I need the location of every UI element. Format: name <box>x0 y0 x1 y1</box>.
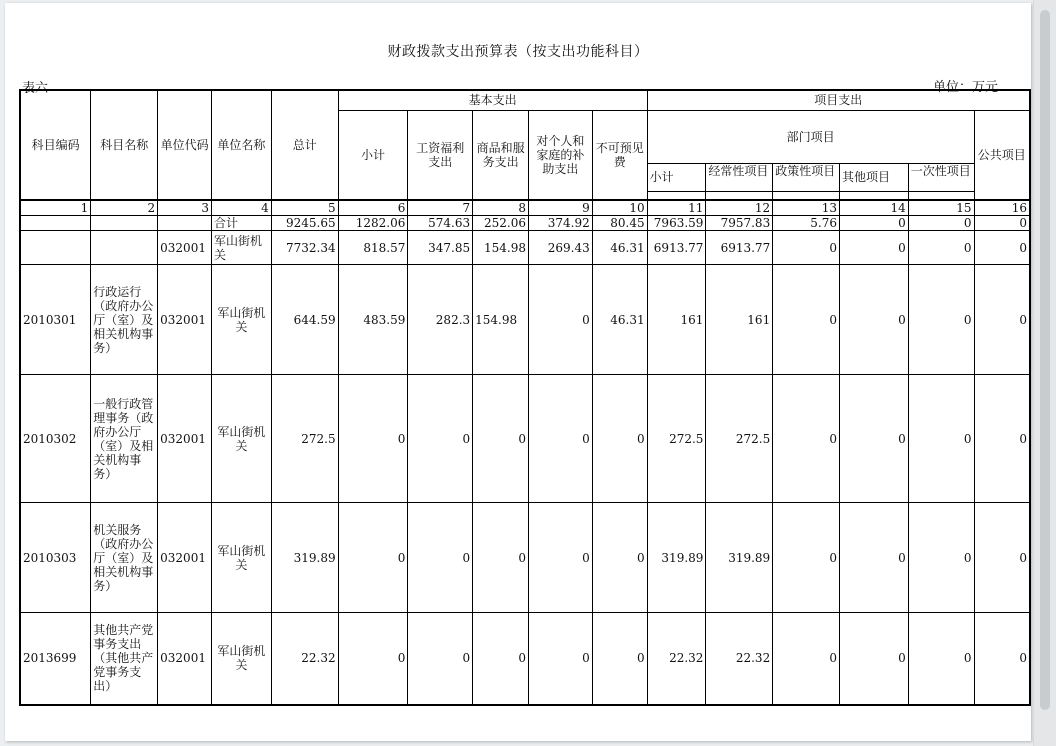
row-value: 0 <box>908 265 974 375</box>
column-number: 8 <box>473 200 529 216</box>
row-subject-name <box>91 216 158 231</box>
header-total: 总计 <box>271 90 338 200</box>
row-value: 272.5 <box>271 375 338 503</box>
table-row <box>20 231 1030 265</box>
table-number-label: 表六 <box>22 81 49 96</box>
column-number: 10 <box>592 200 647 216</box>
row-subject-name: 行政运行（政府办公厅（室）及相关机构事务） <box>91 265 158 375</box>
row-unit-code: 032001 <box>158 375 212 503</box>
row-value: 0 <box>908 613 974 705</box>
row-value: 574.63 <box>408 216 473 231</box>
document-page <box>5 3 1031 741</box>
row-value: 0 <box>473 375 529 503</box>
row-unit-name: 军山街机关 <box>212 375 272 503</box>
row-value: 0 <box>974 231 1030 265</box>
header-one-time-projects: 一次性项目 <box>908 163 974 191</box>
row-value: 282.3 <box>408 265 473 375</box>
header-unit-code: 单位代码 <box>158 90 212 200</box>
row-value: 319.89 <box>706 503 773 613</box>
row-value: 9245.65 <box>271 216 338 231</box>
column-number: 3 <box>158 200 212 216</box>
row-value: 0 <box>338 613 408 705</box>
row-value: 0 <box>592 613 647 705</box>
row-value: 0 <box>908 216 974 231</box>
row-subject-code: 2010302 <box>20 375 91 503</box>
row-subject-code <box>20 231 91 265</box>
row-value: 0 <box>592 503 647 613</box>
table-row-total <box>20 216 1030 231</box>
row-value: 6913.77 <box>647 231 706 265</box>
column-number: 15 <box>908 200 974 216</box>
column-number: 2 <box>91 200 158 216</box>
row-value: 154.98 <box>473 265 529 375</box>
row-value: 0 <box>908 231 974 265</box>
row-value: 0 <box>773 613 840 705</box>
row-value: 252.06 <box>473 216 529 231</box>
row-value: 0 <box>974 265 1030 375</box>
row-value: 0 <box>473 503 529 613</box>
row-unit-name: 军山街机关 <box>212 265 272 375</box>
row-unit-code: 032001 <box>158 503 212 613</box>
vertical-scrollbar[interactable] <box>1033 0 1056 746</box>
header-department-projects: 部门项目 <box>647 110 974 163</box>
row-value: 0 <box>408 613 473 705</box>
row-value: 319.89 <box>271 503 338 613</box>
unit-label: 单位：万元 <box>933 80 999 95</box>
row-value: 0 <box>473 613 529 705</box>
row-value: 272.5 <box>647 375 706 503</box>
row-value: 7963.59 <box>647 216 706 231</box>
row-value: 154.98 <box>473 231 529 265</box>
row-value: 22.32 <box>647 613 706 705</box>
row-value: 483.59 <box>338 265 408 375</box>
scrollbar-thumb[interactable] <box>1040 10 1050 710</box>
row-unit-name: 军山街机关 <box>212 613 272 705</box>
row-unit-name: 军山街机关 <box>212 503 272 613</box>
row-value: 161 <box>647 265 706 375</box>
header-project-expenditure: 项目支出 <box>647 90 1030 110</box>
page-title: 财政拨款支出预算表（按支出功能科目） <box>387 44 649 60</box>
row-value: 0 <box>408 375 473 503</box>
row-unit-code: 032001 <box>158 231 212 265</box>
row-unit-name: 合计 <box>212 216 272 231</box>
row-value: 80.45 <box>592 216 647 231</box>
row-subject-name: 其他共产党事务支出（其他共产党事务支出） <box>91 613 158 705</box>
row-subject-code <box>20 216 91 231</box>
row-value: 0 <box>528 503 592 613</box>
column-number: 7 <box>408 200 473 216</box>
table-row <box>20 265 1030 375</box>
row-value: 0 <box>773 503 840 613</box>
row-subject-name: 一般行政管理事务（政府办公厅（室）及相关机构事务） <box>91 375 158 503</box>
row-value: 6913.77 <box>706 231 773 265</box>
column-number: 9 <box>528 200 592 216</box>
column-number: 11 <box>647 200 706 216</box>
row-subject-name <box>91 231 158 265</box>
table-row <box>20 613 1030 705</box>
row-value: 0 <box>974 503 1030 613</box>
row-value: 818.57 <box>338 231 408 265</box>
column-number: 16 <box>974 200 1030 216</box>
header-subject-code: 科目编码 <box>20 90 91 200</box>
row-value: 272.5 <box>706 375 773 503</box>
row-subject-code: 2010303 <box>20 503 91 613</box>
header-individual-family: 对个人和家庭的补助支出 <box>528 110 592 200</box>
budget-table <box>19 89 1031 706</box>
row-unit-code: 032001 <box>158 265 212 375</box>
header-unit-name: 单位名称 <box>212 90 272 200</box>
row-value: 7957.83 <box>706 216 773 231</box>
row-value: 0 <box>839 375 908 503</box>
header-recurring-projects: 经常性项目 <box>706 163 773 191</box>
row-subject-code: 2013699 <box>20 613 91 705</box>
row-value: 0 <box>839 231 908 265</box>
header-basic-subtotal: 小计 <box>338 110 408 200</box>
row-subject-code: 2010301 <box>20 265 91 375</box>
row-value: 1282.06 <box>338 216 408 231</box>
row-value: 5.76 <box>773 216 840 231</box>
column-number: 1 <box>20 200 91 216</box>
row-value: 0 <box>908 375 974 503</box>
row-value: 374.92 <box>528 216 592 231</box>
row-value: 0 <box>528 265 592 375</box>
column-number: 6 <box>338 200 408 216</box>
header-public-projects: 公共项目 <box>974 110 1030 200</box>
header-dept-subtotal: 小计 <box>647 163 706 191</box>
column-number: 13 <box>773 200 840 216</box>
row-value: 0 <box>839 216 908 231</box>
column-number: 5 <box>271 200 338 216</box>
row-value: 0 <box>908 503 974 613</box>
header-goods-services: 商品和服务支出 <box>473 110 529 200</box>
header-other-projects: 其他项目 <box>839 163 908 191</box>
row-value: 0 <box>773 231 840 265</box>
row-value: 0 <box>408 503 473 613</box>
row-value: 46.31 <box>592 265 647 375</box>
row-unit-code: 032001 <box>158 613 212 705</box>
row-value: 0 <box>592 375 647 503</box>
column-number: 4 <box>212 200 272 216</box>
table-row <box>20 375 1030 503</box>
row-value: 0 <box>839 613 908 705</box>
row-value: 0 <box>974 613 1030 705</box>
header-contingency: 不可预见费 <box>592 110 647 200</box>
row-value: 0 <box>839 503 908 613</box>
row-value: 46.31 <box>592 231 647 265</box>
row-subject-name: 机关服务（政府办公厅（室）及相关机构事务） <box>91 503 158 613</box>
row-value: 0 <box>338 503 408 613</box>
row-value: 269.43 <box>528 231 592 265</box>
row-unit-name: 军山街机关 <box>212 231 272 265</box>
header-subject-name: 科目名称 <box>91 90 158 200</box>
row-value: 0 <box>338 375 408 503</box>
column-number: 12 <box>706 200 773 216</box>
row-value: 319.89 <box>647 503 706 613</box>
row-value: 0 <box>773 375 840 503</box>
row-value: 22.32 <box>706 613 773 705</box>
row-value: 0 <box>974 375 1030 503</box>
header-salary-welfare: 工资福利支出 <box>408 110 473 200</box>
row-value: 22.32 <box>271 613 338 705</box>
header-row-1 <box>20 90 1030 110</box>
row-value: 7732.34 <box>271 231 338 265</box>
row-value: 644.59 <box>271 265 338 375</box>
table-row <box>20 503 1030 613</box>
row-value: 347.85 <box>408 231 473 265</box>
row-value: 161 <box>706 265 773 375</box>
row-value: 0 <box>773 265 840 375</box>
row-value: 0 <box>974 216 1030 231</box>
row-unit-code <box>158 216 212 231</box>
column-number: 14 <box>839 200 908 216</box>
row-value: 0 <box>839 265 908 375</box>
row-value: 0 <box>528 375 592 503</box>
header-basic-expenditure: 基本支出 <box>338 90 647 110</box>
column-number-row <box>20 200 1030 216</box>
row-value: 0 <box>528 613 592 705</box>
header-policy-projects: 政策性项目 <box>773 163 840 191</box>
